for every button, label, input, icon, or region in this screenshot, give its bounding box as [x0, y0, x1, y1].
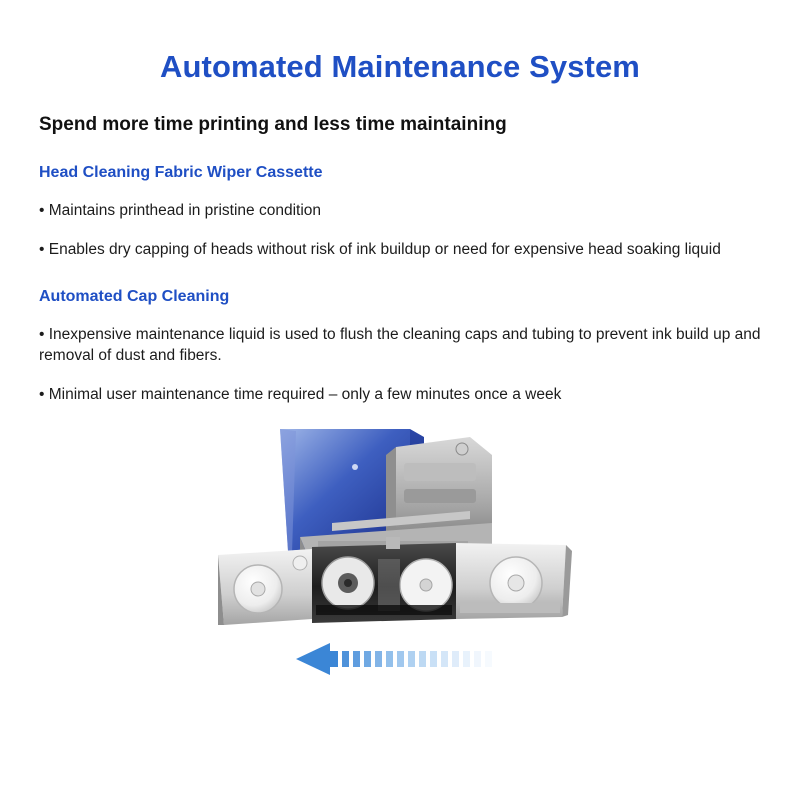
- page-subtitle: Spend more time printing and less time maintaining: [39, 114, 507, 136]
- illustration-printhead-maintenance-unit: [0, 419, 800, 699]
- page-title: Automated Maintenance System: [160, 49, 640, 84]
- bullet-item: • Maintains printhead in pristine condition: [39, 202, 322, 220]
- section-heading-cap-cleaning: Automated Cap Cleaning: [39, 287, 230, 305]
- bullet-item: • Inexpensive maintenance liquid is used to flush the cleaning caps and tubing to prevent ink build up and removal of dust and fibers.: [39, 326, 761, 365]
- wiper-cassette-row: [218, 537, 572, 625]
- motion-direction-arrow: [296, 643, 492, 675]
- section-heading-wiper-cassette: Head Cleaning Fabric Wiper Cassette: [39, 163, 323, 181]
- bullet-item: • Enables dry capping of heads without risk of ink buildup or need for expensive head soaking liquid: [39, 241, 721, 259]
- bullet-item: • Minimal user maintenance time required – only a few minutes once a week: [39, 385, 562, 403]
